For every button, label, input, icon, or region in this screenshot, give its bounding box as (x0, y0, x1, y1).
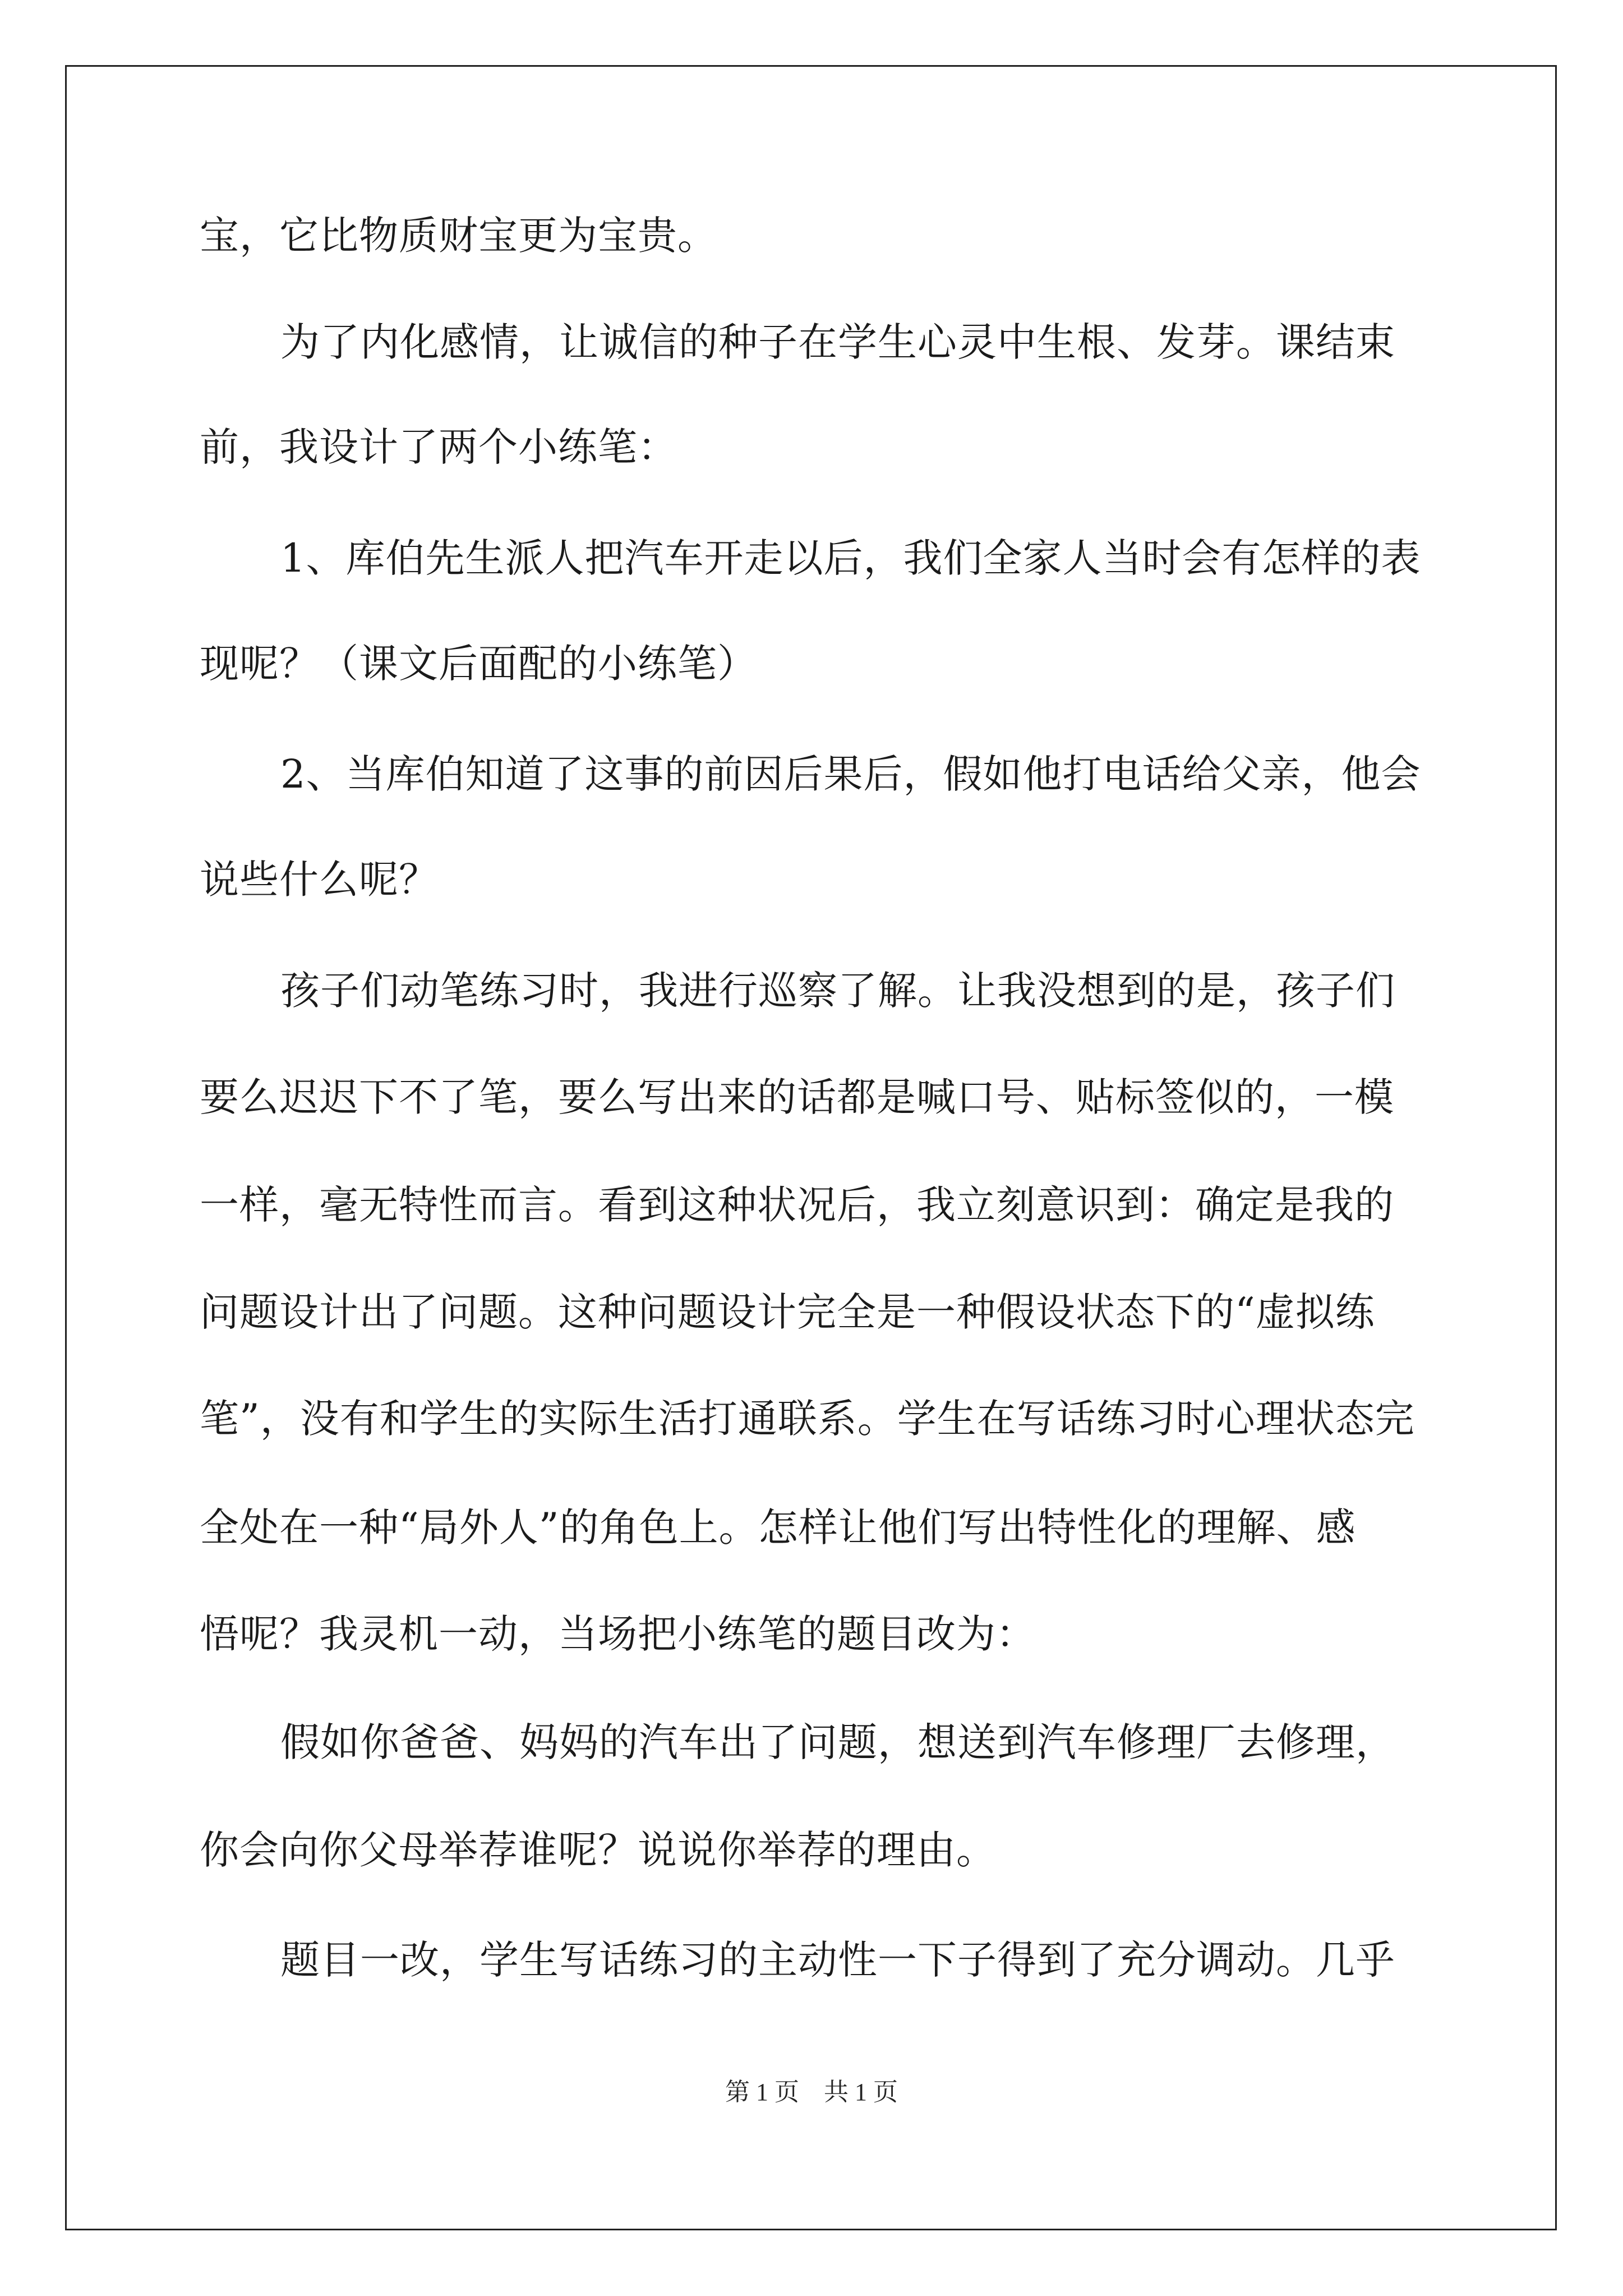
paragraph-first-line: 题目一改，学生写话练习的主动性一下子得到了充分调动。几乎 (280, 1937, 1395, 1983)
text-line: 现呢？（课文后面配的小练笔） (200, 641, 757, 687)
text-line: 宝，它比物质财宝更为宝贵。 (200, 213, 717, 259)
text-line: 说些什么呢？ (200, 857, 439, 903)
paragraph-first-line: 1、库伯先生派人把汽车开走以后，我们全家人当时会有怎样的表 (280, 535, 1421, 581)
page-border (65, 65, 1557, 2230)
text-line: 全处在一种“局外人”的角色上。怎样让他们写出特性化的理解、感 (200, 1504, 1356, 1550)
paragraph-first-line: 孩子们动笔练习时，我进行巡察了解。让我没想到的是，孩子们 (280, 968, 1395, 1014)
text-line: 笔”，没有和学生的实际生活打通联系。学生在写话练习时心理状态完 (200, 1396, 1415, 1442)
paragraph-first-line: 假如你爸爸、妈妈的汽车出了问题，想送到汽车修理厂去修理， (280, 1719, 1395, 1765)
paragraph-first-line: 为了内化感情，让诚信的种子在学生心灵中生根、发芽。课结束 (280, 319, 1395, 365)
page-footer: 第 1 页 共 1 页 (725, 2078, 898, 2106)
text-line: 悟呢？我灵机一动，当场把小练笔的题目改为： (200, 1611, 1036, 1657)
text-line: 前，我设计了两个小练笔： (200, 424, 677, 470)
text-line: 一样，毫无特性而言。看到这种状况后，我立刻意识到：确定是我的 (200, 1182, 1394, 1228)
paragraph-first-line: 2、当库伯知道了这事的前因后果后，假如他打电话给父亲，他会 (280, 751, 1421, 797)
text-line: 要么迟迟下不了笔，要么写出来的话都是喊口号、贴标签似的，一模 (200, 1074, 1394, 1120)
text-line: 你会向你父母举荐谁呢？说说你举荐的理由。 (200, 1827, 996, 1873)
text-line: 问题设计出了问题。这种问题设计完全是一种假设状态下的“虚拟练 (200, 1289, 1375, 1335)
